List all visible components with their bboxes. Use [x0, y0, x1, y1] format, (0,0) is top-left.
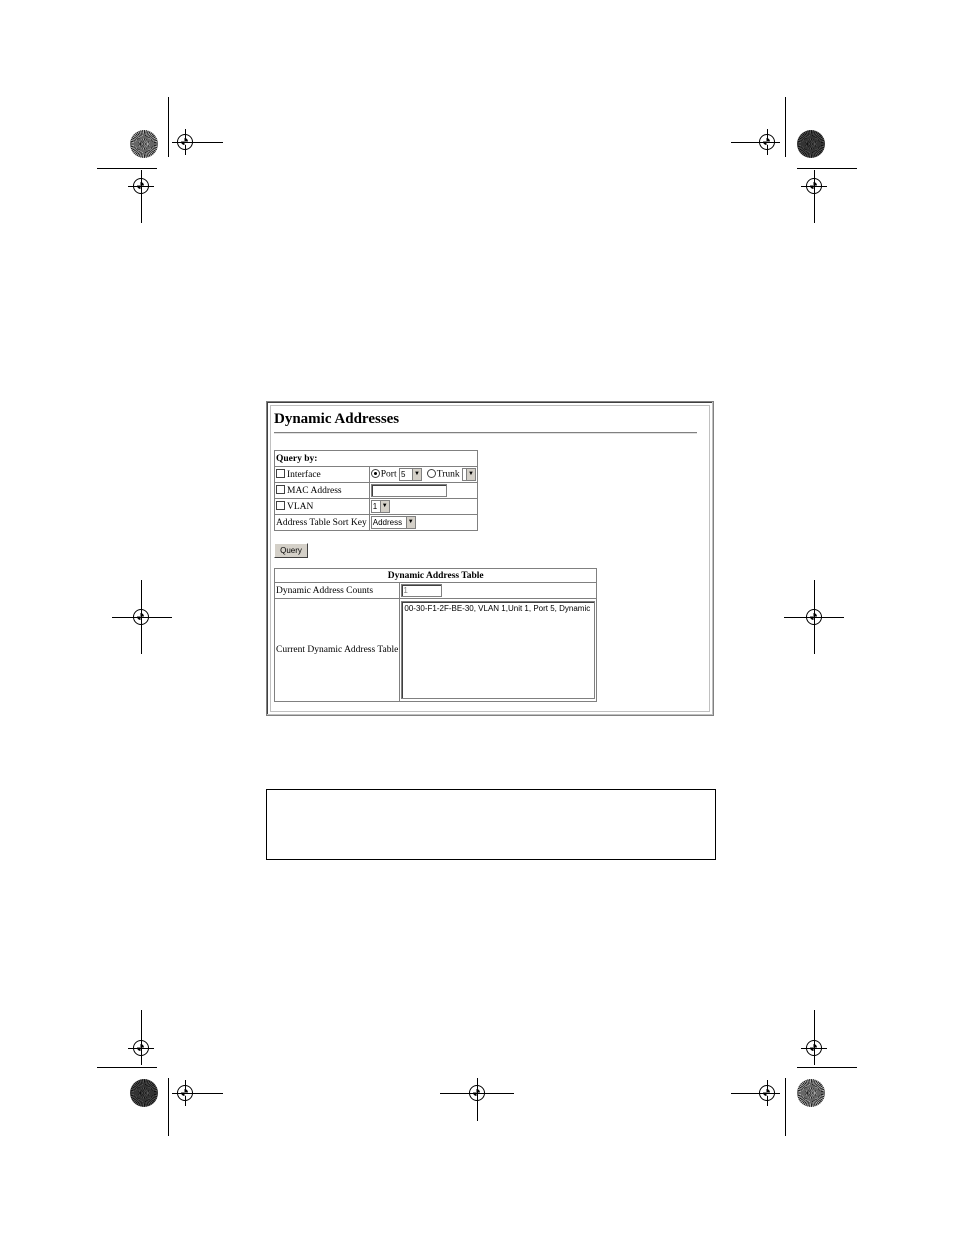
address-counts-label: Dynamic Address Counts	[275, 583, 400, 599]
list-item[interactable]: 00-30-F1-2F-BE-30, VLAN 1,Unit 1, Port 5, Dynamic	[404, 604, 591, 613]
sort-key-select[interactable]: Address ▼	[371, 516, 416, 529]
color-burst-icon	[130, 130, 158, 158]
query-form-table	[274, 450, 478, 531]
port-label: Port	[380, 469, 397, 480]
page-title: Dynamic Addresses	[274, 411, 400, 427]
address-counts-field: 1	[401, 584, 442, 597]
mac-address-checkbox[interactable]	[276, 485, 285, 494]
dynamic-addresses-window	[266, 401, 714, 716]
mac-address-label: MAC Address	[287, 486, 342, 496]
interface-label: Interface	[287, 470, 321, 480]
trunk-radio[interactable]	[427, 469, 436, 478]
color-burst-icon	[130, 1079, 158, 1107]
chevron-down-icon: ▼	[406, 517, 415, 528]
dynamic-address-table	[274, 568, 597, 702]
color-burst-icon	[797, 1079, 825, 1107]
port-select[interactable]: 5 ▼	[399, 468, 422, 481]
query-button[interactable]: Query	[274, 543, 308, 558]
port-radio[interactable]	[371, 469, 380, 478]
vlan-select[interactable]: 1 ▼	[371, 500, 390, 513]
title-divider	[274, 432, 697, 434]
chevron-down-icon: ▼	[466, 469, 475, 480]
sort-key-label: Address Table Sort Key	[275, 515, 370, 531]
chevron-down-icon: ▼	[412, 469, 421, 480]
current-address-listbox[interactable]	[401, 601, 595, 699]
note-box	[266, 789, 716, 860]
vlan-label: VLAN	[287, 502, 314, 512]
query-by-header: Query by:	[275, 451, 478, 467]
chevron-down-icon: ▼	[380, 501, 389, 512]
mac-address-input[interactable]	[371, 484, 447, 497]
color-burst-icon	[797, 130, 825, 158]
dynamic-address-table-header: Dynamic Address Table	[275, 569, 597, 583]
trunk-label: Trunk	[436, 469, 460, 480]
current-address-table-label: Current Dynamic Address Table	[275, 599, 400, 702]
trunk-select[interactable]	[462, 468, 476, 481]
vlan-checkbox[interactable]	[276, 501, 285, 510]
interface-checkbox[interactable]	[276, 469, 285, 478]
